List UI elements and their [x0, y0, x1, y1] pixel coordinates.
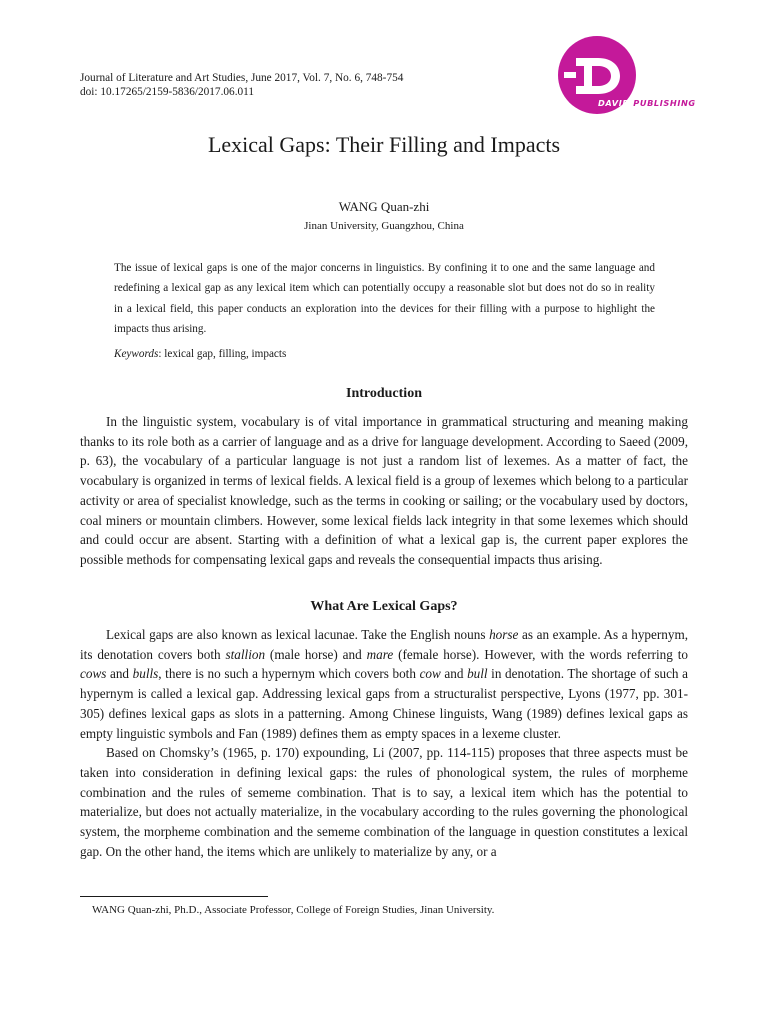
author-name: WANG Quan-zhi — [338, 199, 430, 214]
term-stallion: stallion — [225, 646, 266, 662]
keywords-list: : lexical gap, filling, impacts — [158, 348, 287, 360]
lexical-gaps-body — [80, 625, 688, 861]
introduction-body — [80, 412, 688, 570]
paper-title: Lexical Gaps: Their Filling and Impacts — [207, 132, 561, 157]
keywords-label: Keywords — [114, 348, 159, 360]
term-cow: cow — [419, 666, 441, 682]
footnote: WANG Quan-zhi, Ph.D., Associate Professor, College of Foreign Studies, Jinan University. — [92, 904, 495, 916]
footnote-divider — [80, 896, 268, 897]
journal-citation: Journal of Literature and Art Studies, June 2017, Vol. 7, No. 6, 748-754 — [80, 72, 404, 84]
paragraph: Lexical gaps are also known as lexical lacunae. Take the English nouns horse as an example. As a hypernym, its denotation covers both stallion (male horse) and mare (female horse). However, with the words referring to cows and bulls, there is no such a hypernym which covers both cow and bull in denotation. The shortage of such a hypernym is called a lexical gap. Addressing lexical gaps from a structuralist perspective, Lyons (1977, pp. 301-305) defines lexical gaps as slots in a patterning. Among Chinese linguists, Wang (1989) defines lexical gaps as empty linguistic symbols and Fan (1989) defines them as empty spaces in a lexeme cluster. — [80, 627, 688, 741]
abstract: The issue of lexical gaps is one of the major concerns in linguistics. By confining it to one and the same language and redefining a lexical gap as any lexical item which can potentially occupy a reasonable slot but does not do so in reality in a lexical field, this paper conducts an exploration into the devices for their filling with a purpose to highlight the impacts thus arising. — [114, 262, 655, 335]
section-heading-lexical-gaps: What Are Lexical Gaps? — [310, 599, 458, 614]
term-bull: bull — [467, 666, 488, 682]
paragraph: In the linguistic system, vocabulary is of vital importance in grammatical structuring and meaning making thanks to its role both as a carrier of language and as a drive for language development. According to Saeed (2009, p. 63), the vocabulary of a particular language is not just a random list of lexemes. As a matter of fact, the vocabulary is organized in terms of lexical fields. A lexical field is a group of lexemes which belong to a particular activity or area of specialist knowledge, such as the terms in cooking or sailing; or the vocabulary used by doctors, coal miners or mountain climbers. However, some lexical fields lack integrity in that some lexemes which should and could occur are absent. Starting with a definition of what a lexical gap is, the current paper explores the possible methods for compensating lexical gaps and reveals the consequential impacts thus arising. — [80, 414, 688, 567]
publisher-logo-text: DAVID PUBLISHING — [598, 98, 696, 108]
author-affiliation: Jinan University, Guangzhou, China — [304, 220, 464, 232]
term-horse: horse — [489, 627, 519, 642]
journal-header — [80, 71, 403, 99]
term-mare: mare — [366, 646, 394, 662]
term-cows: cows — [80, 666, 107, 682]
keywords — [114, 348, 286, 360]
publisher-logo — [556, 36, 696, 116]
paragraph: Based on Chomsky’s (1965, p. 170) expounding, Li (2007, pp. 114-115) proposes that three aspects must be taken into consideration in defining lexical gaps: the rules of phonological system, the rules of morpheme combination and the rules of sememe combination. That is to say, a lexical item which has the potential to materialize, but does not actually materialize, in the vocabulary according to the rules governing the phonological system, the morpheme combination and the sememe combination of the language in question constitutes a lexical gap. On the other hand, the items which are unlikely to materialize by any, or a — [80, 745, 688, 859]
doi: doi: 10.17265/2159-5836/2017.06.011 — [80, 86, 255, 98]
term-bulls: bulls — [132, 666, 159, 682]
section-heading-introduction: Introduction — [346, 386, 422, 401]
